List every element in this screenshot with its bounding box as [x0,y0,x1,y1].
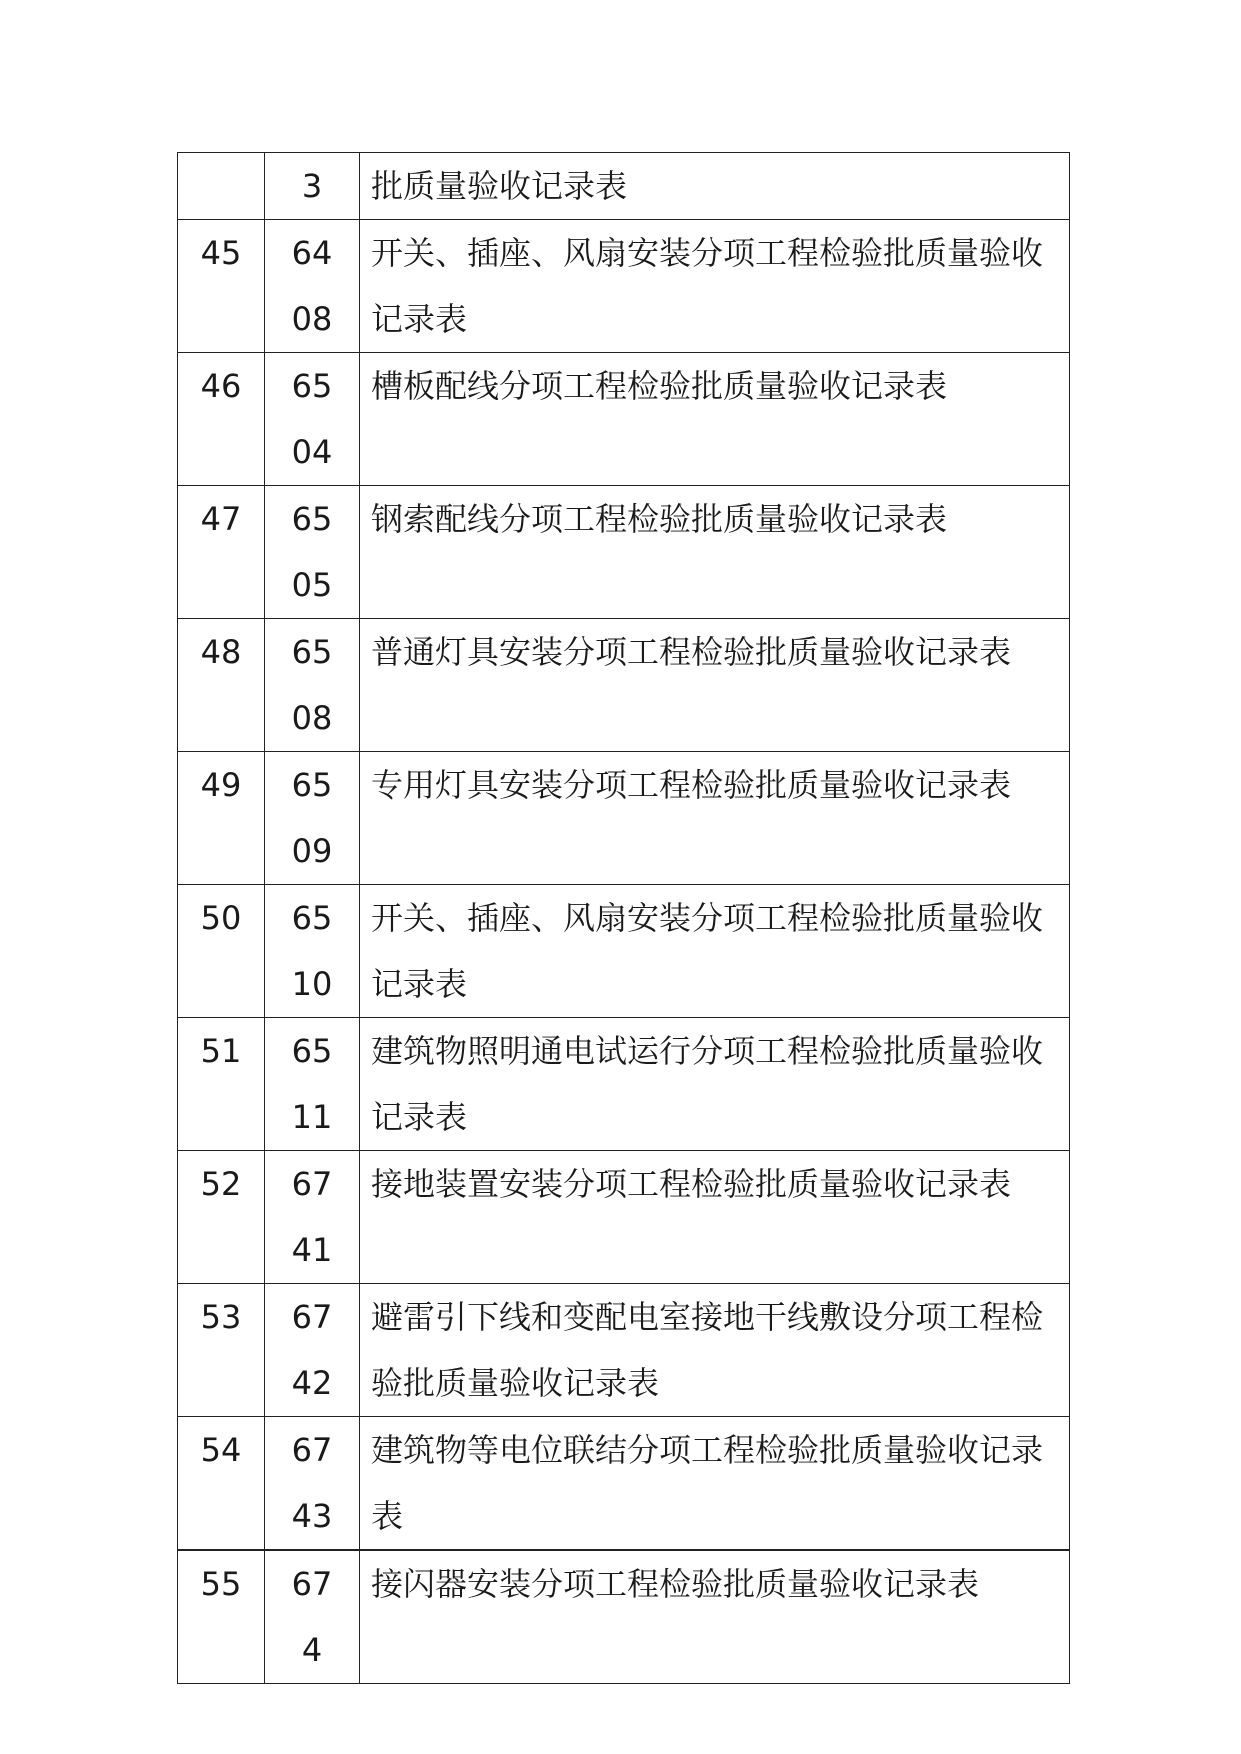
form-name-cell: 普通灯具安装分项工程检验批质量验收记录表 [360,619,1070,752]
form-name-cell: 建筑物照明通电试运行分项工程检验批质量验收记录表 [360,1018,1070,1151]
form-code-cell [265,619,360,752]
table-row [178,1284,1070,1417]
form-code-text: 3 [301,167,323,205]
table-row [178,1018,1070,1151]
form-code-text: 674 [291,1565,333,1669]
row-number-cell: 49 [178,752,265,885]
form-name-cell: 槽板配线分项工程检验批质量验收记录表 [360,353,1070,486]
form-code-cell [265,885,360,1018]
form-code-text: 6408 [291,234,333,338]
row-number-cell: 51 [178,1018,265,1151]
form-name-cell: 批质量验收记录表 [360,153,1070,220]
form-name-cell: 建筑物等电位联结分项工程检验批质量验收记录表 [360,1417,1070,1551]
table-row [178,153,1070,220]
form-name-cell: 避雷引下线和变配电室接地干线敷设分项工程检验批质量验收记录表 [360,1284,1070,1417]
row-number-cell [178,153,265,220]
table-row [178,885,1070,1018]
table-row [178,752,1070,885]
form-name-cell: 接闪器安装分项工程检验批质量验收记录表 [360,1550,1070,1684]
table-row [178,486,1070,619]
table-row [178,353,1070,486]
row-number-cell: 55 [178,1550,265,1684]
form-code-text: 6508 [291,633,333,737]
form-code-text: 6743 [291,1431,333,1535]
acceptance-record-table [177,152,1070,1684]
form-code-cell [265,486,360,619]
form-code-text: 6510 [291,899,333,1003]
row-number-cell: 47 [178,486,265,619]
form-code-text: 6509 [291,766,333,870]
row-number-cell: 46 [178,353,265,486]
form-name-cell: 专用灯具安装分项工程检验批质量验收记录表 [360,752,1070,885]
form-code-cell [265,1018,360,1151]
row-number-cell: 53 [178,1284,265,1417]
table-row [178,1417,1070,1551]
form-code-cell [265,1417,360,1551]
form-code-text: 6511 [291,1032,333,1136]
form-name-cell: 接地装置安装分项工程检验批质量验收记录表 [360,1151,1070,1284]
form-code-text: 6504 [291,367,333,471]
form-code-cell [265,1151,360,1284]
table-row [178,1151,1070,1284]
row-number-cell: 52 [178,1151,265,1284]
form-code-cell [265,353,360,486]
form-name-cell: 开关、插座、风扇安装分项工程检验批质量验收记录表 [360,220,1070,353]
row-number-cell: 54 [178,1417,265,1551]
form-code-cell [265,220,360,353]
form-name-cell: 钢索配线分项工程检验批质量验收记录表 [360,486,1070,619]
row-number-cell: 45 [178,220,265,353]
form-code-cell [265,1284,360,1417]
table-row [178,220,1070,353]
form-code-cell [265,1550,360,1684]
form-code-text: 6742 [291,1298,333,1402]
form-code-text: 6505 [291,500,333,604]
form-name-cell: 开关、插座、风扇安装分项工程检验批质量验收记录表 [360,885,1070,1018]
form-code-cell [265,752,360,885]
table-row [178,619,1070,752]
form-code-cell [265,153,360,220]
row-number-cell: 50 [178,885,265,1018]
row-number-cell: 48 [178,619,265,752]
table-row [178,1550,1070,1684]
form-code-text: 6741 [291,1165,333,1269]
